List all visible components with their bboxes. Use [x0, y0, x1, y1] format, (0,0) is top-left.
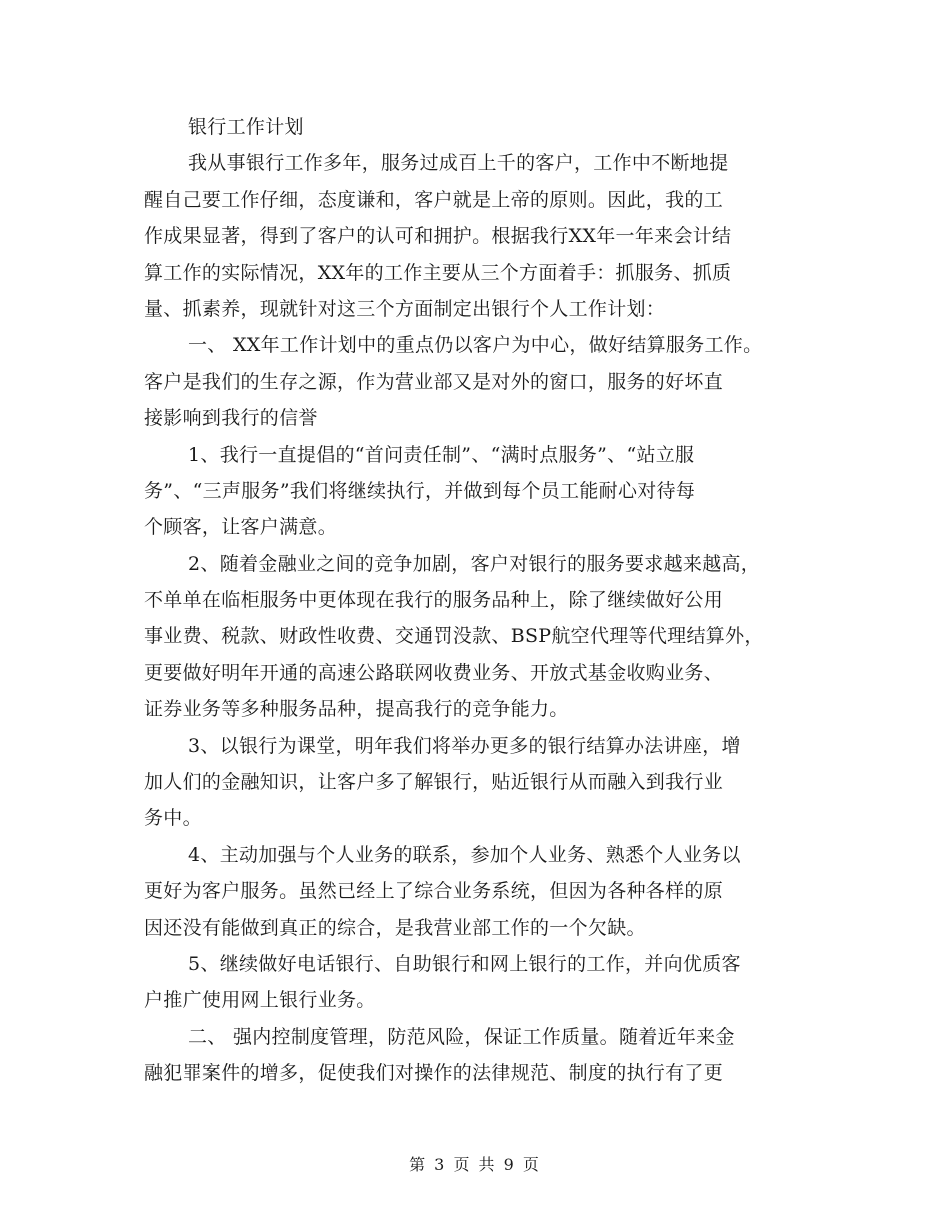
paragraph-line: 事业费、税款、财政性收费、交通罚没款、BSP航空代理等代理结算外，	[144, 625, 764, 648]
paragraph-line: 不单单在临柜服务中更体现在我行的服务品种上，除了继续做好公用	[144, 589, 724, 612]
paragraph-line: 更好为客户服务。虽然已经上了综合业务系统，但因为各种各样的原	[144, 880, 724, 903]
paragraph-line: 务”、“三声服务”我们将继续执行，并做到每个员工能耐心对待每	[144, 479, 696, 502]
paragraph-line: 加人们的金融知识，让客户多了解银行，贴近银行从而融入到我行业	[144, 771, 724, 794]
list-item-line: 5、继续做好电话银行、自助银行和网上银行的工作，并向优质客	[188, 952, 741, 975]
list-item-line: 1、我行一直提倡的“首问责任制”、“满时点服务”、“站立服	[188, 443, 695, 466]
paragraph-line: 因还没有能做到真正的综合，是我营业部工作的一个欠缺。	[144, 916, 646, 939]
document-title: 银行工作计划	[188, 116, 304, 138]
list-item-line: 4、主动加强与个人业务的联系，参加个人业务、熟悉个人业务以	[188, 843, 741, 866]
document-body	[144, 109, 824, 1092]
paragraph-line: 算工作的实际情况，XX年的工作主要从三个方面着手：抓服务、抓质	[144, 261, 732, 284]
section-heading-line: 二、 强内控制度管理，防范风险，保证工作质量。随着近年来金	[188, 1025, 735, 1048]
paragraph-line: 客户是我们的生存之源，作为营业部又是对外的窗口，服务的好坏直	[144, 370, 724, 393]
paragraph-line: 我从事银行工作多年，服务过成百上千的客户，工作中不断地提	[188, 152, 729, 175]
list-item-line: 3、以银行为课堂，明年我们将举办更多的银行结算办法讲座，增	[188, 734, 741, 757]
paragraph-line: 务中。	[144, 807, 202, 830]
paragraph-line: 更要做好明年开通的高速公路联网收费业务、开放式基金收购业务、	[144, 661, 724, 684]
paragraph-line: 融犯罪案件的增多，促使我们对操作的法律规范、制度的执行有了更	[144, 1062, 724, 1085]
page-footer: 第 3 页 共 9 页	[409, 1155, 541, 1174]
paragraph-line: 量、抓素养，现就针对这三个方面制定出银行个人工作计划：	[144, 297, 666, 320]
paragraph-line: 接影响到我行的信誉	[144, 407, 318, 430]
paragraph-line: 户推广使用网上银行业务。	[144, 989, 376, 1012]
list-item-line: 2、随着金融业之间的竞争加剧，客户对银行的服务要求越来越高，	[188, 552, 761, 575]
paragraph-line: 证券业务等多种服务品种，提高我行的竞争能力。	[144, 698, 569, 721]
paragraph-line: 醒自己要工作仔细，态度谦和，客户就是上帝的原则。因此，我的工	[144, 188, 724, 211]
paragraph-line: 作成果显著，得到了客户的认可和拥护。根据我行XX年一年来会计结	[144, 225, 732, 248]
section-heading-line: 一、 XX年工作计划中的重点仍以客户为中心，做好结算服务工作。	[188, 334, 763, 357]
paragraph-line: 个顾客，让客户满意。	[144, 516, 338, 539]
